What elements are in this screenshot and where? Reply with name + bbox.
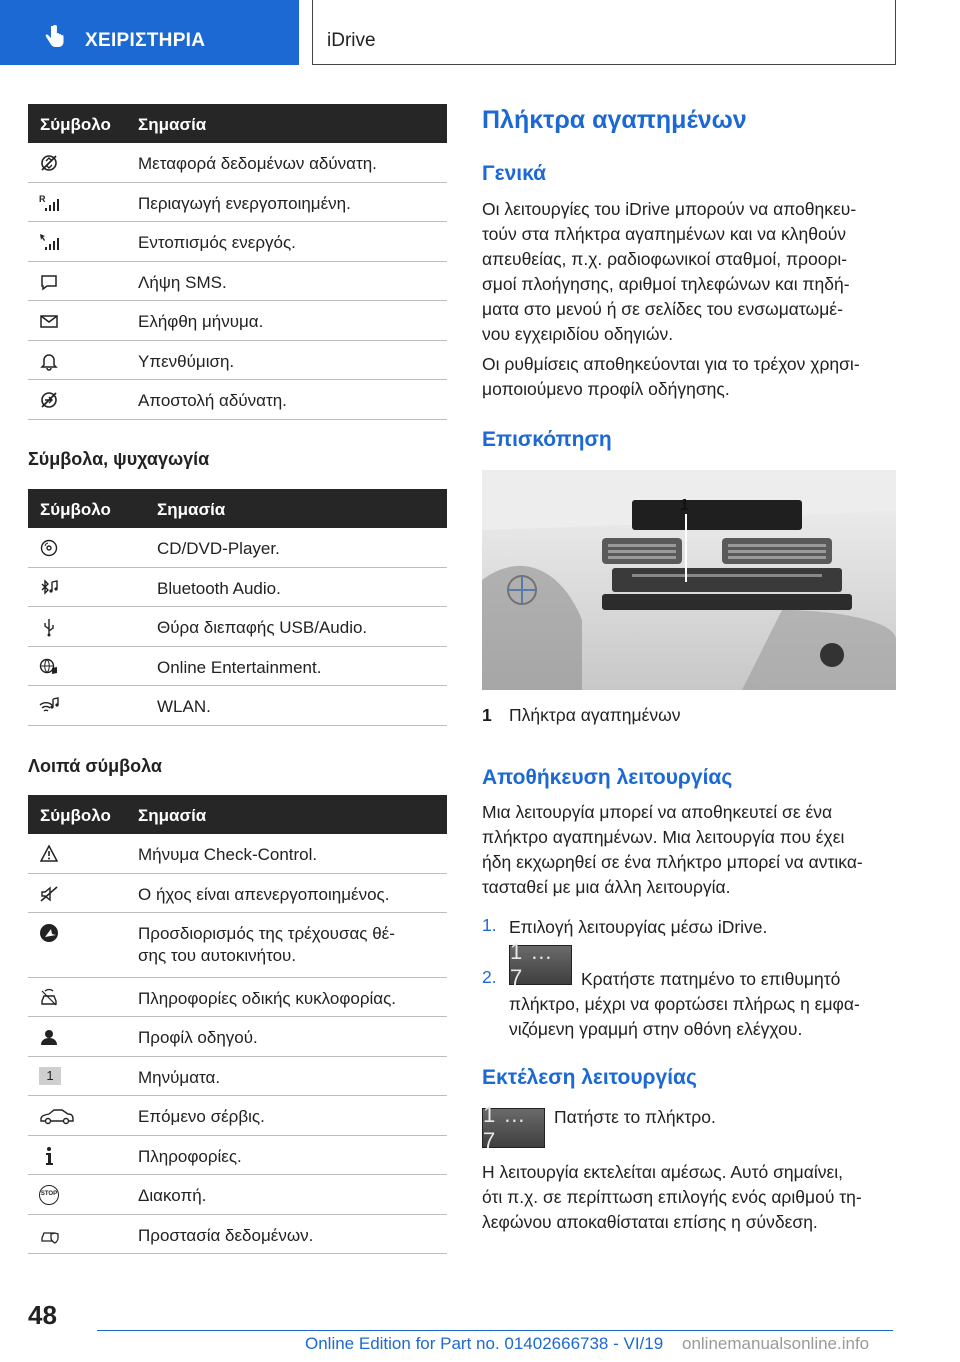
table-row: Μεταφορά δεδομένων αδύνατη.: [28, 143, 447, 183]
store-paragraph: Μια λειτουργία μπορεί να αποθηκευτεί σε ένα πλήκτρο αγαπημένων. Μια λειτουργία που έχει ήδη εκχωρηθεί σε ένα πλήκτρο μπορεί να αντικα- τασταθεί με μια άλλη λειτουργία.: [482, 802, 863, 897]
heading-overview: Επισκόπηση: [482, 428, 612, 451]
send-crossed-icon: [39, 390, 59, 410]
driver-profile-icon: [39, 1027, 59, 1047]
step-2-line-1: Κρατήστε πατημένο το επιθυμητό: [581, 969, 841, 989]
table-row: Μήνυμα Check-Control.: [28, 834, 447, 874]
general-paragraph-2: Οι ρυθμίσεις αποθηκεύονται για το τρέχον χρησι- μοποιούμενο προφίλ οδήγησης.: [482, 354, 860, 399]
heading-general: Γενικά: [482, 162, 547, 185]
table-row: CD/DVD-Player.: [28, 528, 447, 568]
table-row: Online Entertainment.: [28, 647, 447, 686]
section-tab: [0, 0, 299, 65]
table-row: Ελήφθη μήνυμα.: [28, 301, 447, 341]
heading-store-function: Αποθήκευση λειτουργίας: [482, 766, 733, 789]
col-meaning: Σημασία: [138, 115, 207, 134]
subhead-entertainment: Σύμβολα, ψυχαγωγία: [28, 449, 210, 469]
stop-icon: STOP: [39, 1185, 59, 1205]
col-meaning: Σημασία: [138, 806, 207, 825]
heading-execute-function: Εκτέλεση λειτουργίας: [482, 1066, 697, 1089]
dashboard-photo: [482, 470, 896, 690]
wlan-audio-icon: [39, 696, 59, 716]
speaker-muted-icon: [39, 884, 59, 904]
step-1-text: Επιλογή λειτουργίας μέσω iDrive.: [509, 917, 768, 937]
table-header: [28, 489, 447, 528]
col-symbol: Σύμβολο: [40, 500, 111, 519]
col-symbol: Σύμβολο: [40, 806, 111, 825]
footer-divider: [97, 1330, 893, 1331]
exec-paragraph: Η λειτουργία εκτελείται αμέσως. Αυτό σημαίνει, ότι π.χ. σε περίπτωση επιλογής ενός αριθμού τη- λεφώνου αποκαθίσταται επίσης η σύνδεση.: [482, 1162, 862, 1232]
table-row: STOP Διακοπή.: [28, 1175, 447, 1215]
table-row: Λήψη SMS.: [28, 262, 447, 301]
photo-callout: 1: [680, 497, 689, 514]
position-pin-icon: [39, 923, 59, 943]
dashboard-illustration: [482, 470, 896, 690]
other-symbols-table: [28, 795, 447, 1254]
table-row: Θύρα διεπαφής USB/Audio.: [28, 607, 447, 647]
table-row: WLAN.: [28, 686, 447, 726]
table-row: Προστασία δεδομένων.: [28, 1215, 447, 1254]
table-row: Επόμενο σέρβις.: [28, 1096, 447, 1136]
location-signal-icon: [39, 232, 59, 252]
entertainment-symbols-table: [28, 489, 447, 726]
traffic-info-car-icon: [39, 988, 59, 1008]
caption-text: Πλήκτρα αγαπημένων: [509, 705, 681, 725]
table-row: 1 Μηνύματα.: [28, 1057, 447, 1096]
svg-text:R: R: [39, 194, 46, 204]
general-paragraph-1: Οι λειτουργίες του iDrive μπορούν να αποθηκευ- τούν στα πλήκτρα αγαπημένων και να κληθούν απευθείας, π.χ. ραδιοφωνικοί σταθμοί, προορι- σμοί πλοήγησης, αριθμοί τηλεφώνων και πηδή- ματα στο μενού ή σε σελίδες του ενσωματωμέ- νου εγχειριδίου οδηγιών.: [482, 199, 857, 344]
step-2-rest: πλήκτρο, μέχρι να φορτώσει πλήρως η εμφα- νιζόμενη γραμμή στην οθόνη ελέγχου.: [509, 994, 860, 1039]
data-transfer-crossed-icon: [39, 153, 59, 173]
data-privacy-icon: [39, 1225, 59, 1245]
footer-edition: Online Edition for Part no. 01402666738 - VI/19: [305, 1334, 664, 1353]
table-row: Προσδιορισμός της τρέχουσας θέ- σης του αυτοκινήτου.: [28, 913, 447, 978]
info-icon: [39, 1146, 59, 1166]
col-symbol: Σύμβολο: [40, 115, 111, 134]
cd-disc-icon: [39, 538, 59, 558]
favorite-key-image-2: 1 … 7: [482, 1108, 545, 1148]
table-row: R Περιαγωγή ενεργοποιημένη.: [28, 183, 447, 222]
table-row: Bluetooth Audio.: [28, 568, 447, 607]
chapter-title: iDrive: [327, 30, 376, 51]
bluetooth-audio-icon: [39, 578, 59, 598]
section-title: ΧΕΙΡΙΣΤΗΡΙΑ: [85, 30, 206, 51]
step-2-number: 2.: [482, 967, 497, 987]
exec-key-text: Πατήστε το πλήκτρο.: [554, 1107, 716, 1127]
status-symbols-table: [28, 104, 447, 420]
envelope-icon: [39, 311, 59, 331]
table-row: Εντοπισμός ενεργός.: [28, 222, 447, 262]
table-row: Πληροφορίες οδικής κυκλοφορίας.: [28, 978, 447, 1017]
table-header: [28, 795, 447, 834]
table-row: Ο ήχος είναι απενεργοποιημένος.: [28, 874, 447, 913]
sms-bubble-icon: [39, 272, 59, 292]
table-row: Υπενθύμιση.: [28, 341, 447, 380]
table-row: Αποστολή αδύνατη.: [28, 380, 447, 420]
online-entertainment-icon: [39, 657, 59, 677]
usb-icon: [39, 617, 59, 637]
col-meaning: Σημασία: [157, 500, 226, 519]
page-title: Πλήκτρα αγαπημένων: [482, 106, 747, 134]
roaming-signal-icon: [39, 193, 59, 213]
caption-number: 1: [482, 705, 492, 725]
page-number: 48: [28, 1300, 57, 1330]
warning-triangle-icon: [39, 844, 59, 864]
footer-watermark: onlinemanualsonline.info: [682, 1334, 870, 1353]
table-header: [28, 104, 447, 143]
step-1-number: 1.: [482, 915, 497, 935]
table-row: Προφίλ οδηγού.: [28, 1017, 447, 1057]
pointing-hand-icon: [42, 24, 66, 52]
chapter-header: [312, 0, 896, 65]
subhead-other: Λοιπά σύμβολα: [28, 756, 162, 776]
car-service-icon: [39, 1106, 75, 1126]
message-count-icon: 1: [39, 1067, 61, 1085]
favorite-key-image: 1 … 7: [509, 945, 572, 985]
table-row: Πληροφορίες.: [28, 1136, 447, 1175]
bell-icon: [39, 351, 59, 371]
